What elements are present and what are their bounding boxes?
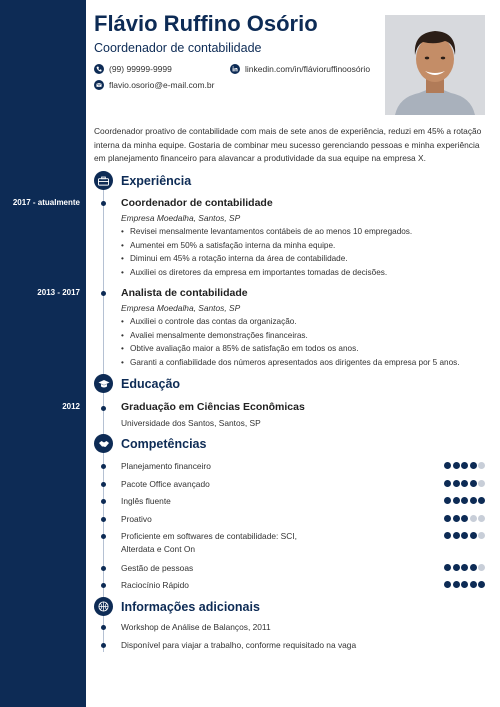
timeline-line [103, 178, 104, 652]
section-title-additional: Informações adicionais [121, 600, 260, 614]
section-title-experience: Experiência [121, 174, 192, 188]
rating-dot-filled [470, 532, 477, 539]
rating-dot-empty [470, 515, 477, 522]
list-item: • Garanti a confiabilidade dos números apresentados aos dirigentes da empresa por 5 anos. [121, 356, 486, 370]
rating-dot-filled [444, 532, 451, 539]
rating-dot-filled [461, 497, 468, 504]
timeline-dot [101, 583, 106, 588]
basketball-icon [94, 597, 113, 616]
list-item: • Diminui em 45% a rotação interna da área de contabilidade. [121, 252, 486, 266]
rating-dot-filled [453, 515, 460, 522]
job-company-1: Empresa Moedalha, Santos, SP [121, 213, 241, 223]
rating-dot-filled [461, 532, 468, 539]
skill-name: Raciocínio Rápido [121, 580, 189, 590]
additional-info-2: Disponível para viajar a trabalho, conforme requisitado na vaga [121, 640, 357, 650]
phone-text: (99) 99999-9999 [109, 64, 172, 74]
linkedin-text: linkedin.com/in/flávioruffinoosório [245, 64, 371, 74]
sidebar [0, 0, 86, 707]
timeline-dot [101, 201, 106, 206]
briefcase-icon [94, 171, 113, 190]
phone-icon [94, 64, 104, 74]
rating-dot-filled [453, 462, 460, 469]
rating-dot-filled [461, 581, 468, 588]
rating-dot-empty [478, 532, 485, 539]
contact-phone[interactable] [94, 64, 172, 74]
list-item: • Auxiliei os diretores da empresa em importantes tomadas de decisões. [121, 266, 486, 280]
rating-dot-filled [470, 480, 477, 487]
rating-dot-empty [478, 480, 485, 487]
rating-dot-filled [444, 515, 451, 522]
candidate-role: Coordenador de contabilidade [94, 41, 262, 55]
handshake-icon [94, 434, 113, 453]
rating-dot-filled [461, 462, 468, 469]
list-item: • Avaliei mensalmente demonstrações financeiras. [121, 329, 486, 343]
education-degree: Graduação em Ciências Econômicas [121, 401, 305, 413]
timeline-dot [101, 625, 106, 630]
rating-dot-empty [478, 515, 485, 522]
job-bullets-1 [121, 225, 486, 279]
rating-dot-filled [478, 581, 485, 588]
skill-name: Proficiente em softwares de contabilidade: SCI, Alterdata e Cont On [121, 531, 297, 554]
job-title-1: Coordenador de contabilidade [121, 197, 273, 209]
rating-dot-filled [444, 564, 451, 571]
skill-name: Pacote Office avançado [121, 479, 210, 489]
additional-info-1: Workshop de Análise de Balanços, 2011 [121, 622, 271, 632]
linkedin-icon [230, 64, 240, 74]
timeline-dot [101, 291, 106, 296]
rating-dot-empty [478, 462, 485, 469]
rating-dot-filled [444, 462, 451, 469]
email-icon [94, 80, 104, 90]
date-experience-2: 2013 - 2017 [37, 288, 80, 297]
rating-dot-filled [461, 480, 468, 487]
skill-rating [444, 497, 485, 504]
timeline-dot [101, 406, 106, 411]
rating-dot-filled [444, 480, 451, 487]
section-title-education: Educação [121, 377, 181, 391]
skill-rating [444, 564, 485, 571]
skill-name: Planejamento financeiro [121, 461, 211, 471]
rating-dot-filled [453, 581, 460, 588]
skill-rating [444, 480, 485, 487]
skill-rating [444, 462, 485, 469]
rating-dot-filled [444, 581, 451, 588]
skill-rating [444, 581, 485, 588]
graduation-cap-icon [94, 374, 113, 393]
professional-summary: Coordenador proativo de contabilidade com mais de sete anos de experiência, reduzi em 45% a rotação interna da minha equipe. Gostaria de combinar meu sucesso gerenciando pessoas e minha experiência em planejamento financeiro para alavancar a produtividade da sua equipe na empresa X. [94, 126, 482, 163]
job-title-2: Analista de contabilidade [121, 287, 248, 299]
rating-dot-filled [470, 581, 477, 588]
timeline-dot [101, 499, 106, 504]
skill-name: Inglês fluente [121, 496, 171, 506]
rating-dot-empty [478, 564, 485, 571]
rating-dot-filled [453, 497, 460, 504]
education-school: Universidade dos Santos, Santos, SP [121, 418, 261, 428]
list-item: • Revisei mensalmente levantamentos contábeis de ao menos 10 empregados. [121, 225, 486, 239]
rating-dot-filled [453, 564, 460, 571]
rating-dot-filled [444, 497, 451, 504]
rating-dot-filled [461, 564, 468, 571]
job-company-2: Empresa Moedalha, Santos, SP [121, 303, 241, 313]
job-bullets-2 [121, 315, 486, 369]
date-education-1: 2012 [62, 402, 80, 411]
timeline-dot [101, 566, 106, 571]
list-item: • Obtive avaliação maior a 85% de satisfação em todos os anos. [121, 342, 486, 356]
skill-rating [444, 532, 485, 539]
contact-email[interactable] [94, 80, 214, 90]
list-item: • Aumentei em 50% a satisfação interna da minha equipe. [121, 239, 486, 253]
contact-linkedin[interactable] [230, 64, 370, 74]
rating-dot-filled [470, 497, 477, 504]
timeline-dot [101, 517, 106, 522]
rating-dot-filled [470, 462, 477, 469]
section-title-skills: Competências [121, 437, 207, 451]
skill-rating [444, 515, 485, 522]
timeline-dot [101, 482, 106, 487]
email-text: flavio.osorio@e-mail.com.br [109, 80, 215, 90]
rating-dot-filled [478, 497, 485, 504]
rating-dot-filled [461, 515, 468, 522]
skill-name: Gestão de pessoas [121, 563, 194, 573]
candidate-name: Flávio Ruffino Osório [94, 11, 318, 36]
list-item: • Auxiliei o controle das contas da organização. [121, 315, 486, 329]
rating-dot-filled [470, 564, 477, 571]
skill-name: Proativo [121, 514, 152, 524]
timeline-dot [101, 534, 106, 539]
timeline-dot [101, 464, 106, 469]
rating-dot-filled [453, 532, 460, 539]
profile-photo [385, 15, 485, 115]
timeline-dot [101, 643, 106, 648]
rating-dot-filled [453, 480, 460, 487]
date-experience-1: 2017 - atualmente [12, 198, 80, 207]
